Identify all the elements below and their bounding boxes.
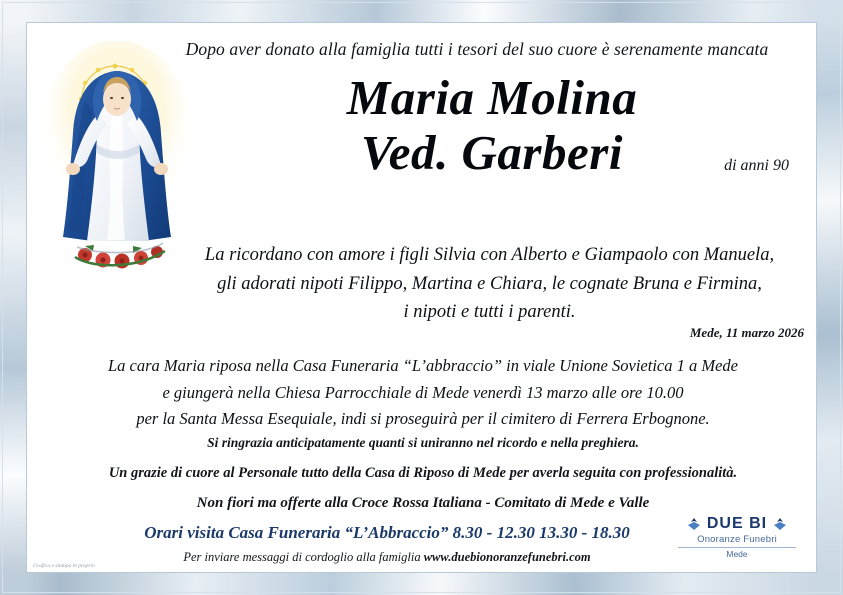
print-credit: Grafica e stampa in proprio — [33, 563, 95, 569]
funeral-details-line: e giungerà nella Chiesa Parrocchiale di Mede venerdì 13 marzo alle ore 10.00 — [162, 382, 684, 402]
remembered-by-block — [167, 241, 812, 327]
funeral-details-line: La cara Maria riposa nella Casa Funeraria “L’abbraccio” in viale Unione Sovietica 1 a Mede — [108, 356, 738, 375]
deceased-age: di anni 90 — [724, 156, 789, 174]
dove-icon — [772, 517, 788, 531]
logo-city: Mede — [726, 549, 748, 559]
logo-divider — [678, 547, 796, 548]
funeral-details-block — [67, 353, 779, 433]
dove-icon — [686, 517, 702, 531]
remembered-by-line: gli adorati nipoti Filippo, Martina e Chiara, le cognate Bruna e Firmina, — [217, 273, 762, 294]
deceased-first-name: Maria Molina — [346, 70, 638, 125]
funeral-details-line: per la Santa Messa Esequiale, indi si proseguirà per il cimitero di Ferrera Erbognone. — [136, 409, 710, 429]
logo-top-row — [672, 515, 802, 533]
funeral-home-logo — [672, 515, 802, 559]
notice-content — [27, 23, 816, 572]
flowers-donation-line: Non fiori ma offerte alla Croce Rossa Italiana - Comitato di Mede e Valle — [196, 495, 650, 511]
remembered-by-line: La ricordano con amore i figli Silvia con Alberto e Giampaolo con Manuela, — [204, 245, 775, 265]
deceased-second-name-row — [177, 126, 807, 181]
thanks-line-2: Un grazie di cuore al Personale tutto della Casa di Riposo di Mede per averla seguita con professionalità. — [108, 465, 738, 481]
deceased-name-block — [177, 71, 807, 181]
condolences-text: Per inviare messaggi di cordoglio alla famiglia — [183, 550, 424, 564]
place-date: Mede, 11 marzo 2026 — [689, 325, 804, 340]
logo-name: DUE BI — [706, 515, 768, 532]
condolences-website-link[interactable]: www.duebionoranzefunebri.com — [423, 550, 591, 564]
remembered-by-line: i nipoti e tutti i parenti. — [403, 302, 576, 323]
madonna-image — [37, 41, 197, 271]
opening-line: Dopo aver donato alla famiglia tutti i tesori del suo cuore è serenamente mancata — [185, 39, 769, 59]
deceased-second-name: Ved. Garberi — [361, 124, 623, 180]
logo-subtitle: Onoranze Funebri — [697, 534, 777, 545]
thanks-line-1: Si ringrazia anticipatamente quanti si uniranno nel ricordo e nella preghiera. — [207, 435, 639, 450]
condolences-line — [67, 550, 707, 565]
visiting-hours-line: Orari visita Casa Funeraria “L’Abbraccio” 8.30 - 12.30 13.30 - 18.30 — [144, 523, 630, 542]
